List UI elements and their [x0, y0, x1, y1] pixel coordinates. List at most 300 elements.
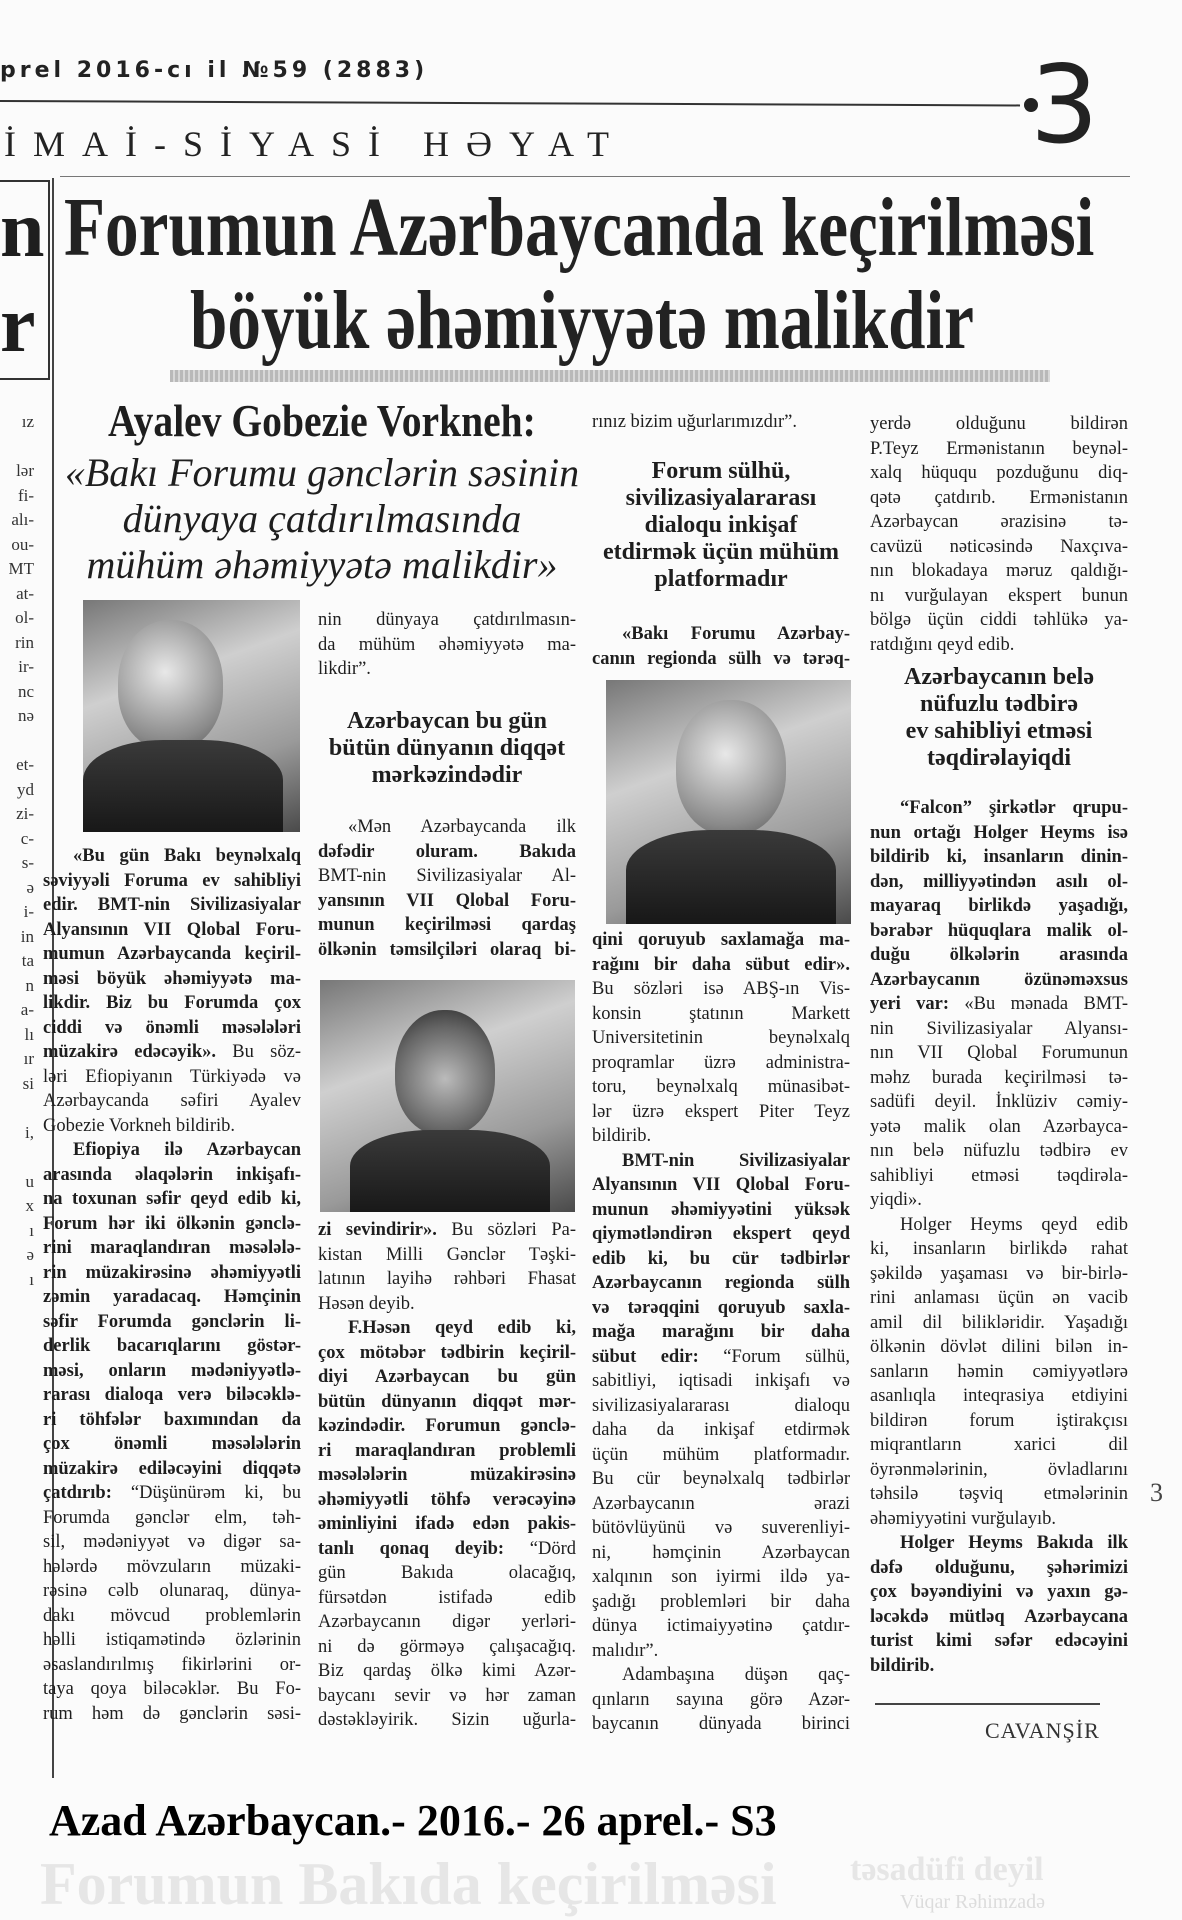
text-run: nin dünyaya çatdırılmasın- [318, 610, 576, 630]
fragment-line [0, 435, 34, 460]
text-line [870, 1458, 1128, 1483]
text-run: qini qoruyub saxlamağa ma- [592, 930, 850, 950]
fragment-line: zi- [16, 804, 34, 823]
text-run: rum həm də gənclərin səsi- [43, 1703, 301, 1724]
text-run: fürsətdən istifadə edib [318, 1587, 576, 1608]
text-line [592, 1124, 850, 1149]
text-line [43, 967, 301, 992]
pull-quote-line: dünyaya çatdırılmasında [122, 496, 522, 541]
fragment-line: lər [16, 461, 34, 480]
text-run: Efiopiya ilə Azərbaycan [73, 1140, 301, 1160]
fragment-line: i, [25, 1122, 34, 1142]
text-line [43, 1334, 301, 1359]
text-line [592, 1345, 850, 1370]
text-line [870, 1360, 1128, 1385]
text-run: şəkildə yaşaması və bir-birlə- [870, 1263, 1128, 1284]
fragment-line: lı [24, 1024, 34, 1044]
text-run: munun keçirilməsi qardaş [318, 915, 576, 935]
photo-head [676, 700, 786, 835]
text-run: kistan Milli Gənclər Təşki- [318, 1244, 576, 1265]
interviewee-name: Ayalev Gobezie Vorkneh: [108, 395, 536, 446]
text-line [43, 1481, 301, 1506]
text-run: Forumda gənclər elm, təh- [43, 1507, 301, 1528]
text-line [43, 942, 301, 967]
text-run: şadığı problemləri bir daha [592, 1591, 850, 1612]
text-line [870, 870, 1128, 895]
text-line [592, 1075, 850, 1100]
column-2-text-lower [318, 1218, 576, 1733]
fragment-line: ə [26, 877, 34, 897]
column-1-text [43, 844, 301, 1726]
text-line [318, 1414, 576, 1439]
text-line [318, 815, 576, 840]
text-line [592, 1614, 850, 1639]
photo-body [83, 740, 283, 832]
text-run: tanlı qonaq deyib: [318, 1538, 505, 1559]
text-line [43, 918, 301, 943]
text-line [592, 1394, 850, 1419]
text-line [318, 840, 576, 865]
text-run: turist kimi səfər edəcəyini [870, 1631, 1128, 1651]
text-run: sanların həmin cəmiyyətlərə [870, 1361, 1128, 1382]
text-run: çox mötəbər tədbirin keçiril- [318, 1342, 576, 1363]
text-run: bildirib. [870, 1655, 935, 1676]
text-run: ləcəkdə mütləq Azərbaycana [870, 1606, 1128, 1627]
text-line [318, 1341, 576, 1366]
text-line [870, 968, 1128, 993]
text-line [870, 1090, 1128, 1115]
text-line [870, 1507, 1128, 1532]
text-run: P.Teyz Ermənistanın beynəl- [870, 438, 1128, 459]
text-line [43, 1432, 301, 1457]
text-run: nın blokadaya məruz qaldığı- [870, 561, 1128, 581]
text-line [870, 821, 1128, 846]
text-run: məhz burada keçirilməsi tə- [870, 1067, 1128, 1088]
text-run: səfir Forumda gənclərin li- [43, 1311, 301, 1332]
subheading-line: ev sahibliyi etməsi [905, 718, 1093, 744]
text-run: Azərbaycanın özünəməxsus [870, 969, 1128, 990]
text-run: rini anlaması üçün ən vacib [870, 1288, 1128, 1308]
text-line [592, 1516, 850, 1541]
pull-quote-line: «Bakı Forumu gənclərin səsinin [64, 450, 580, 495]
text-run: ri maraqlandıran problemli [318, 1440, 576, 1461]
text-run: üçün mühüm platformadır. [592, 1444, 850, 1465]
fragment-line: nə [17, 706, 34, 725]
text-line [318, 608, 576, 633]
text-run: “Falcon” şirkətlər qrupu- [900, 798, 1128, 818]
text-run: gün Bakıda olacağıq, [318, 1563, 576, 1583]
bleed-through-title: təsadüfi deyil [850, 1851, 1044, 1888]
text-run: derlik bacarıqlarını göstər- [43, 1336, 301, 1356]
text-run: taya qoya biləcəklər. Bu Fo- [43, 1679, 301, 1699]
text-run: Azərbaycanın regionda sülh [592, 1273, 850, 1293]
text-line [43, 1579, 301, 1604]
text-line [318, 1439, 576, 1464]
page-number: 3 [1030, 43, 1099, 168]
text-line [592, 1467, 850, 1492]
text-line [592, 1198, 850, 1223]
edge-fragment: 3 [1150, 1478, 1163, 1507]
text-line [592, 1026, 850, 1051]
text-run: yerdə olduğunu bildirən [870, 414, 1128, 434]
text-run: həlli istiqamətində özlərinin [43, 1630, 301, 1650]
text-run: ölkənin təmsilçiləri olaraq bi- [318, 939, 576, 960]
text-line [592, 1663, 850, 1688]
subheading-line: Azərbaycan bu gün [346, 708, 548, 734]
text-line [318, 864, 576, 889]
fragment-line: rin [15, 632, 34, 652]
text-run: proqramlar üzrə administra- [592, 1052, 850, 1073]
text-run: hələrdə mövzuların müzaki- [43, 1556, 301, 1577]
text-line [318, 1390, 576, 1415]
text-run: rağını bir daha sübut edir». [592, 954, 850, 975]
fragment-line: ə [26, 1245, 34, 1264]
text-run: əminliyini ifadə edən pakis- [318, 1514, 576, 1534]
text-line [318, 1463, 576, 1488]
text-line [592, 977, 850, 1002]
text-line [43, 1555, 301, 1580]
subheading-line: bütün dünyanın diqqət [328, 735, 566, 761]
text-run: ni də görməyə çalışacağıq. [318, 1636, 576, 1657]
subheading-line: platformadır [654, 566, 788, 592]
source-citation: Azad Azərbaycan.- 2016.- 26 aprel.- S3 [49, 1796, 777, 1845]
column-3-text [592, 622, 850, 671]
text-run: sil, mədəniyyət və digər sa- [43, 1532, 301, 1552]
subheading-line: mərkəzindədir [371, 762, 523, 788]
text-run: nın belə nüfuzlu tədbirə ev [870, 1141, 1128, 1161]
fragment-line: s- [21, 853, 34, 872]
text-run: bütün dünyanın diqqət mər- [318, 1391, 576, 1412]
text-line [318, 1684, 576, 1709]
text-line [592, 1320, 850, 1345]
fragment-line: ou- [11, 534, 34, 554]
text-line [870, 1139, 1128, 1164]
section-title: İMAİ-SİYASİ HƏYAT [4, 124, 626, 164]
text-line [318, 1512, 576, 1537]
text-line [592, 953, 850, 978]
fragment-line: ı [29, 1269, 34, 1289]
text-line [592, 622, 850, 647]
text-line [592, 1443, 850, 1468]
bleed-through-title: Forumun Bakıda keçirilməsi [40, 1851, 777, 1917]
text-run: nun ortağı Holger Heyms isə [870, 822, 1128, 843]
text-line [43, 1212, 301, 1237]
text-run: Azərbaycanda səfiri Ayalev [43, 1091, 301, 1111]
text-line [43, 1187, 301, 1212]
text-run: latının layihə rəhbəri Fhasat [318, 1269, 576, 1289]
text-line [318, 633, 576, 658]
text-run: F.Həsən qeyd edib ki, [348, 1318, 576, 1338]
text-line [870, 1115, 1128, 1140]
text-run: Azərbaycan ərazisinə tə- [870, 512, 1128, 532]
subheading-line: təqdirəlayiqdi [926, 745, 1071, 771]
text-line [870, 1335, 1128, 1360]
text-run: bildirib ki, insanların dinin- [870, 847, 1128, 867]
text-run: bölgə üçün ciddi təhlükə ya- [870, 610, 1128, 630]
subheading-line: Forum sülhü, [651, 458, 791, 484]
text-run: «Bu gün Bakı beynəlxalq [73, 846, 301, 866]
adjacent-column-fragments [0, 410, 34, 1292]
text-line [318, 889, 576, 914]
text-run: likdir. Biz bu Forumda çox [43, 993, 301, 1013]
text-line [592, 1369, 850, 1394]
fragment-line: fi- [17, 485, 34, 505]
text-run: konsin ştatının Markett [592, 1003, 850, 1024]
text-run: sübut edir: [592, 1346, 699, 1367]
text-run: öyrənmələrinin, övladlarını [870, 1459, 1128, 1480]
issue-dateline: prel 2016-cı il №59 (2883) [0, 58, 429, 83]
text-run: edir. BMT-nin Sivilizasiyalar [43, 895, 301, 915]
text-run: zəmin yaradacaq. Həmçinin [43, 1287, 301, 1307]
text-run: mayaraq birlikdə yaşadığı, [870, 896, 1128, 916]
text-line [592, 1712, 850, 1737]
text-run: baycanı sevir və hər zaman [318, 1685, 576, 1706]
text-line [870, 1237, 1128, 1262]
text-line [318, 1586, 576, 1611]
text-line [318, 1316, 576, 1341]
text-line [870, 1164, 1128, 1189]
text-run: arasında əlaqələrin inkişafı- [43, 1164, 301, 1185]
text-run: «Bu mənada BMT- [949, 994, 1128, 1014]
text-run: Holger Heyms Bakıda ilk [900, 1533, 1128, 1553]
text-run: çox bəyəndiyini və yaxın gə- [870, 1582, 1128, 1602]
text-line [870, 1017, 1128, 1042]
text-run: xalqının son iyirmi ildə ya- [592, 1567, 850, 1587]
pull-quote-line: mühüm əhəmiyyətə malikdir» [86, 542, 558, 587]
fragment-line: ta [21, 951, 34, 970]
text-line [870, 1188, 1128, 1213]
text-run: likdir”. [318, 659, 371, 679]
text-run: bütövlüyünü və suverenliyi- [592, 1518, 850, 1538]
fragment-line: in [20, 926, 34, 946]
text-run: əhəmiyyətli töhfə verəcəyinə [318, 1489, 576, 1510]
text-run: mağa marağını bir daha [592, 1322, 850, 1342]
fragment-line: yd [17, 779, 34, 799]
fragment-line [0, 1096, 34, 1121]
text-run: təhsilə təşviq etmələrinin [870, 1484, 1128, 1504]
bleed-through-byline: Vüqar Rəhimzadə [900, 1891, 1045, 1913]
fragment-line: c- [20, 828, 34, 848]
text-run: miqrantların xarici dil [870, 1435, 1128, 1455]
fragment-line: ır [23, 1049, 34, 1068]
text-run: dakı mövcud problemlərin [43, 1605, 301, 1626]
fragment-line: ir- [18, 657, 34, 676]
text-line [43, 1677, 301, 1702]
text-run: «Bakı Forumu Azərbay- [622, 624, 850, 644]
text-line [870, 608, 1128, 633]
text-line [870, 486, 1128, 511]
column-4-text-lower [870, 796, 1128, 1678]
fragment-line [0, 729, 34, 754]
text-run: ri töhfələr baxımından da [43, 1409, 301, 1430]
text-line [318, 1659, 576, 1684]
text-run: məsi, onların mədəniyyətlə- [43, 1360, 301, 1381]
subheading-host-commendable [870, 664, 1128, 772]
text-line [43, 1114, 301, 1139]
text-run: nın VII Qlobal Forumunun [870, 1043, 1128, 1063]
text-line [870, 796, 1128, 821]
text-run: Universitetinin beynəlxalq [592, 1028, 850, 1048]
text-line [43, 1236, 301, 1261]
photo-body [350, 1130, 550, 1212]
text-line [870, 461, 1128, 486]
text-line [870, 1262, 1128, 1287]
text-line [318, 913, 576, 938]
text-line [592, 1002, 850, 1027]
text-line [870, 894, 1128, 919]
author-signature: CAVANŞİR [985, 1718, 1100, 1743]
text-run: bərabər hüquqlara malik ol- [870, 920, 1128, 941]
fragment-line: alı- [11, 510, 34, 529]
text-line [43, 844, 301, 869]
subheading-forum-platform [592, 458, 850, 593]
text-line [870, 1041, 1128, 1066]
text-run: zi sevindirir». [318, 1220, 437, 1240]
text-line [870, 1531, 1128, 1556]
text-run: və tərəqqini qoruyub saxla- [592, 1297, 850, 1318]
photo-head [395, 1010, 495, 1135]
photo-pakistani-guest [320, 980, 575, 1212]
text-line [43, 893, 301, 918]
text-line [43, 1285, 301, 1310]
text-run: qınların sayına görə Azər- [592, 1689, 850, 1710]
section-rule [60, 176, 1130, 177]
text-run: lər üzrə ekspert Piter Teyz [592, 1101, 850, 1122]
text-line [43, 1359, 301, 1384]
text-run: dəfədir oluram. Bakıda [318, 841, 576, 862]
text-run: çox önəmli məsələlərin [43, 1434, 301, 1454]
text-run: ölkənin dövlət dilini bilən in- [870, 1337, 1128, 1357]
text-run: çatdırıb: [43, 1483, 112, 1503]
text-line [870, 535, 1128, 560]
text-run: “Düşünürəm ki, bu [111, 1483, 301, 1503]
text-line [592, 1100, 850, 1125]
text-line [318, 1243, 576, 1268]
subheading-line: etdirmək üçün mühüm [602, 539, 840, 565]
text-run: Alyansının VII Qlobal Foru- [43, 919, 301, 940]
text-run: nı vurğulayan ekspert bunun [870, 585, 1128, 606]
text-line [43, 1261, 301, 1286]
adjacent-headline-fragment: r [0, 281, 36, 369]
text-run: yeri var: [870, 994, 950, 1014]
text-line [870, 1409, 1128, 1434]
text-run: Azərbaycanın ərazi [592, 1493, 850, 1514]
text-run: canın regionda sülh və tərəq- [592, 648, 850, 669]
text-line [43, 1138, 301, 1163]
text-line [43, 1457, 301, 1482]
text-run: rınız bizim uğurlarımızdır”. [592, 412, 797, 432]
fragment-line: ız [21, 412, 34, 431]
text-line [870, 1433, 1128, 1458]
text-run: sabitliyi, iqtisadi inkişafı və [592, 1371, 850, 1391]
text-line [592, 1590, 850, 1615]
text-line [870, 1605, 1128, 1630]
text-line [592, 1492, 850, 1517]
subheading-line: Azərbaycanın belə [904, 664, 1094, 690]
photo-expert [606, 680, 851, 924]
text-run: sadüfi deyil. İnklüziv cəmiy- [870, 1092, 1128, 1112]
masthead-rule [0, 100, 1020, 106]
text-run: diyi Azərbaycan bu gün [318, 1367, 576, 1387]
text-line [870, 559, 1128, 584]
text-run: baycanın dünyada birinci [592, 1714, 850, 1734]
text-run: “Forum sülhü, [698, 1346, 850, 1367]
text-run: Forum hər iki ölkənin gənclə- [43, 1213, 301, 1234]
text-line [318, 1708, 576, 1733]
pull-quote [62, 450, 582, 588]
text-line [870, 1654, 1128, 1679]
text-run: bildirib. [592, 1126, 652, 1146]
text-run: munun əhəmiyyətini yüksək [592, 1199, 850, 1220]
text-run: ləri Efiopiyanın Türkiyədə və [43, 1066, 301, 1087]
text-line [318, 1488, 576, 1513]
fragment-line: si [22, 1073, 34, 1093]
text-run: ni, həmçinin Azərbaycan [592, 1542, 850, 1563]
text-run: nin Sivilizasiyalar Alyansı- [870, 1018, 1128, 1039]
text-line [43, 1040, 301, 1065]
column-3-continuation [592, 410, 850, 435]
text-run: mumun Azərbaycanda keçiril- [43, 944, 301, 964]
photo-head [118, 620, 223, 750]
subheading-line: nüfuzlu tədbirə [919, 691, 1078, 717]
photo-ambassador [83, 600, 300, 832]
text-line [43, 869, 301, 894]
text-line [43, 1310, 301, 1335]
text-run: daha da inkişaf etdirmək [592, 1420, 850, 1440]
text-run: da mühüm əhəmiyyətə ma- [318, 634, 576, 655]
text-line [318, 657, 576, 682]
text-run: Həsən deyib. [318, 1293, 415, 1314]
text-run: müzakirə ediləcəyini diqqətə [43, 1458, 301, 1479]
text-run: cavüzü nəticəsində Naxçıva- [870, 536, 1128, 557]
subheading-line: sivilizasiyalararası [625, 485, 817, 511]
text-line [870, 919, 1128, 944]
column-3-text-lower [592, 928, 850, 1737]
text-run: BMT-nin Sivilizasiyalar Al- [318, 866, 576, 886]
text-line [318, 1218, 576, 1243]
text-run: ciddi və önəmli məsələləri [43, 1017, 301, 1038]
text-run: Bu söz- [216, 1042, 301, 1062]
article-headline-line-2: böyük əhəmiyyətə malikdir [190, 274, 974, 367]
text-run: toru, beynəlxalq münasibət- [592, 1077, 850, 1097]
fragment-line: at- [16, 583, 34, 603]
text-line [592, 1418, 850, 1443]
text-line [43, 1530, 301, 1555]
text-run: Bu sözləri Pa- [436, 1220, 576, 1240]
text-line [43, 991, 301, 1016]
fragment-line: et- [16, 755, 34, 774]
subheading-world-attention [318, 708, 576, 789]
text-run: Bu cür beynəlxalq tədbirlər [592, 1469, 850, 1489]
text-run: qətə çatdırıb. Ermənistanın [870, 487, 1128, 508]
text-run: dünya ictimaiyyətinə çatdır- [592, 1616, 850, 1636]
text-run: qiymətləndirən ekspert qeyd [592, 1224, 850, 1244]
text-run: Alyansının VII Qlobal Foru- [592, 1175, 850, 1195]
text-line [43, 1163, 301, 1188]
text-line [870, 1556, 1128, 1581]
text-line [870, 1580, 1128, 1605]
text-run: Adambaşına düşən qaç- [622, 1665, 850, 1685]
fragment-line: nc [17, 681, 34, 701]
fragment-line: x [25, 1196, 34, 1215]
text-run: duğu ölkələrin arasında [870, 945, 1128, 965]
fragment-line: n [25, 975, 34, 995]
text-line [870, 1286, 1128, 1311]
text-run: rarası dialoqa verə biləcəklə- [43, 1385, 301, 1405]
text-run: əhəmiyyətini vurğulayıb. [870, 1508, 1056, 1529]
text-line [870, 943, 1128, 968]
text-run: dəfə olduğunu, şəhərimizi [870, 1557, 1128, 1578]
